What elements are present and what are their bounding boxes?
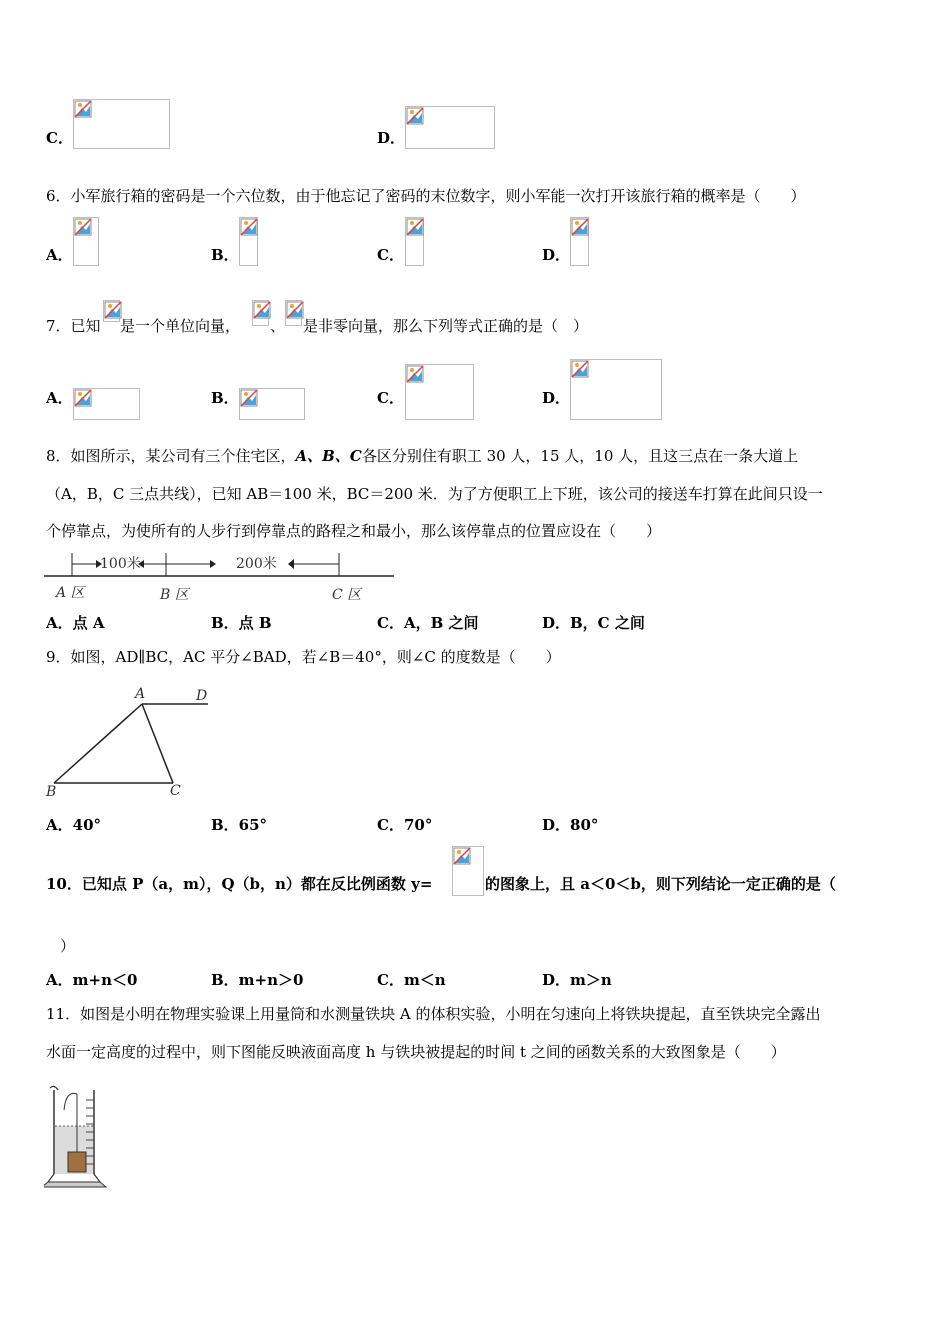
broken-image-icon	[286, 301, 304, 319]
q6-option-d-image	[570, 217, 589, 266]
q6-option-a-image	[73, 217, 99, 266]
road-diagram	[44, 550, 396, 605]
q7-option-d-image	[570, 359, 662, 420]
vertex-b-label: B	[46, 784, 57, 800]
question-8-line3: 个停靠点，为使所有的人步行到停靠点的路程之和最小，那么该停靠点的位置应设在（ ）	[46, 522, 662, 540]
q7-option-b: B．	[211, 389, 239, 407]
point-c-label: C 区	[332, 587, 362, 603]
broken-image-icon	[406, 107, 424, 125]
vertex-d-label: D	[196, 688, 208, 704]
base-right	[94, 1174, 100, 1182]
q6-option-b: B．	[211, 246, 239, 264]
broken-image-icon	[240, 389, 258, 407]
q10-option-b: B．m+n＞0	[211, 971, 304, 989]
question-10-close: ）	[60, 937, 76, 955]
broken-image-icon	[406, 365, 424, 383]
q6-option-c: C．	[377, 246, 404, 264]
arrowhead	[288, 559, 294, 569]
cylinder-base	[44, 1182, 106, 1187]
option-c-label: C．	[46, 129, 73, 147]
question-8-line1: 8．如图所示，某公司有三个住宅区，A、B、C各区分别住有职工 30 人，15 人，10 人，且这三点在一条大道上	[46, 447, 799, 465]
question-8-line2: （A，B，C 三点共线），已知 AB＝100 米，BC＝200 米．为了方便职工上下班，该公司的接送车打算在此间只设一	[46, 485, 823, 503]
point-a-label: A 区	[56, 585, 85, 601]
vertex-c-label: C	[170, 783, 181, 799]
vector-b-image	[252, 300, 269, 326]
q7-option-a: A．	[46, 389, 73, 407]
q8-option-c: C．A，B 之间	[377, 614, 479, 632]
broken-image-icon	[571, 360, 589, 378]
question-11-line2: 水面一定高度的过程中，则下图能反映液面高度 h 与铁块被提起的时间 t 之间的函数关系的大致图象是（ ）	[46, 1043, 786, 1061]
option-c-image	[73, 99, 170, 149]
vector-c-image	[285, 300, 302, 326]
q10-option-a: A．m+n＜0	[46, 971, 138, 989]
q6-option-c-image	[405, 217, 424, 266]
arrowhead	[210, 560, 216, 568]
q10-option-c: C．m＜n	[377, 971, 446, 989]
question-9-text: 9．如图，AD∥BC，AC 平分∠BAD，若∠B＝40°，则∠C 的度数是（ ）	[46, 648, 561, 666]
q6-option-a: A．	[46, 246, 73, 264]
measuring-cylinder-figure	[44, 1082, 114, 1192]
option-d-image	[405, 106, 495, 149]
vector-a-image	[103, 300, 120, 322]
broken-image-icon	[240, 218, 258, 236]
question-10-text-b: 的图象上，且 a＜0＜b，则下列结论一定正确的是（	[485, 875, 836, 893]
option-d-label: D．	[377, 129, 406, 147]
dist-bc-label: 200米	[236, 556, 277, 572]
q7-option-c: C．	[377, 389, 404, 407]
broken-image-icon	[74, 389, 92, 407]
triangle-diagram	[44, 682, 214, 802]
q6-option-d: D．	[542, 246, 571, 264]
q6-option-b-image	[239, 217, 258, 266]
question-7-sep: 、	[270, 317, 286, 335]
q8-option-b: B．点 B	[211, 614, 272, 632]
broken-image-icon	[406, 218, 424, 236]
question-10-text-a: 10．已知点 P（a，m），Q（b，n）都在反比例函数 y=	[46, 875, 433, 893]
q8-option-d: D．B，C 之间	[542, 614, 645, 632]
q8-option-a: A．点 A	[46, 614, 105, 632]
q9-option-d: D．80°	[542, 816, 599, 834]
iron-block	[68, 1152, 86, 1172]
q10-option-d: D．m＞n	[542, 971, 612, 989]
base-left	[48, 1174, 54, 1182]
dist-ab-label: 100米	[100, 556, 141, 572]
broken-image-icon	[253, 301, 271, 319]
point-b-label: B 区	[160, 587, 189, 603]
q9-option-b: B．65°	[211, 816, 268, 834]
q7-option-c-image	[405, 364, 474, 420]
segment-ac	[142, 704, 173, 783]
vertex-a-label: A	[135, 686, 146, 702]
hook	[64, 1093, 77, 1110]
question-7-part1: 是一个单位向量，	[120, 317, 241, 335]
q7-option-b-image	[239, 388, 305, 420]
q9-option-a: A．40°	[46, 816, 102, 834]
question-7-part2: 是非零向量，那么下列等式正确的是（ ）	[303, 317, 589, 335]
broken-image-icon	[74, 218, 92, 236]
q9-option-c: C．70°	[377, 816, 433, 834]
broken-image-icon	[571, 218, 589, 236]
broken-image-icon	[453, 847, 471, 865]
broken-image-icon	[74, 100, 92, 118]
question-11-line1: 11．如图是小明在物理实验课上用量筒和水测量铁块 A 的体积实验，小明在匀速向上将铁块提起，直至铁块完全露出	[46, 1005, 821, 1023]
q7-option-a-image	[73, 388, 140, 420]
question-6-text: 6．小军旅行箱的密码是一个六位数，由于他忘记了密码的末位数字，则小军能一次打开该旅行箱的概率是（ ）	[46, 187, 806, 205]
function-formula-image	[452, 846, 484, 896]
segment-ab	[54, 704, 142, 783]
cylinder-spout	[50, 1086, 58, 1090]
q7-option-d: D．	[542, 389, 571, 407]
question-7-num: 7．已知	[46, 317, 101, 335]
